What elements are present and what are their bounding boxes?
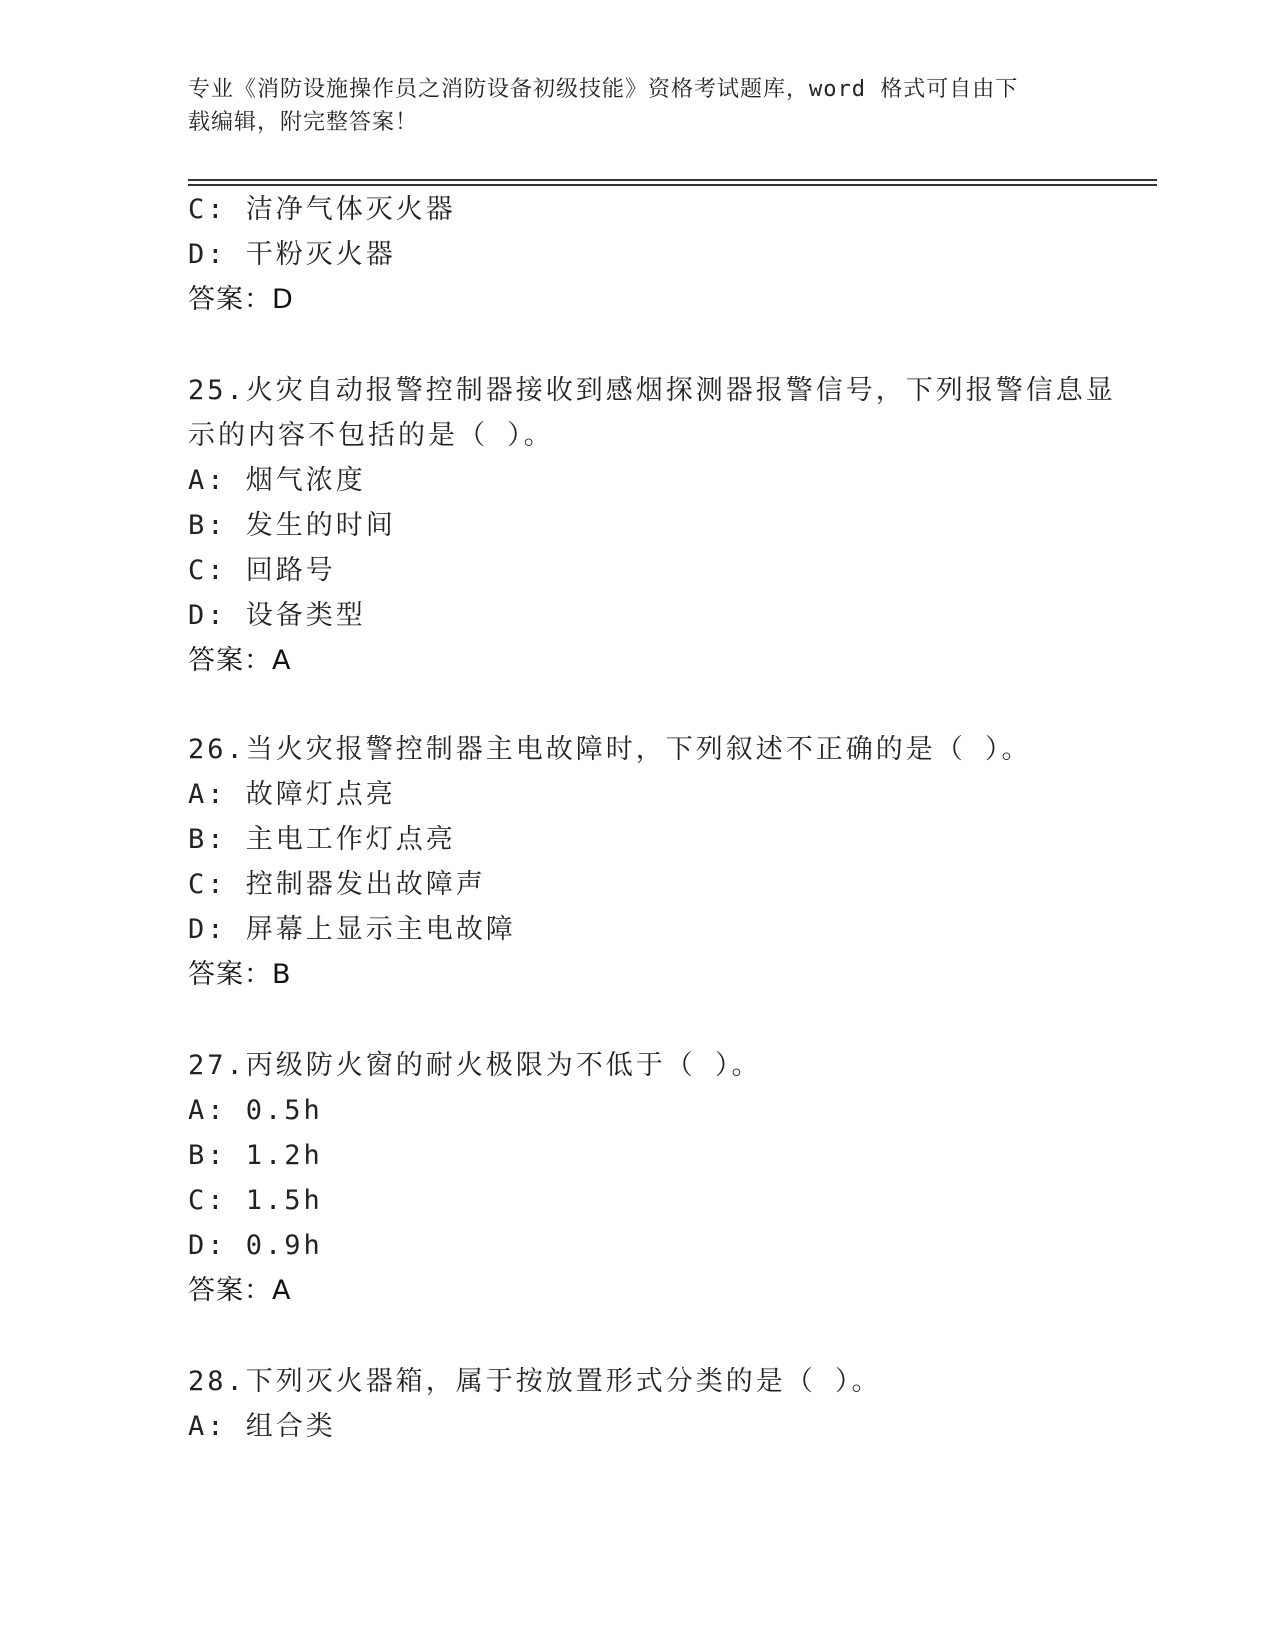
q25-option-c: C: 回路号 (188, 555, 336, 586)
q26-option-d: D: 屏幕上显示主电故障 (188, 914, 516, 945)
q26-option-a: A: 故障灯点亮 (188, 779, 396, 810)
q26-option-b: B: 主电工作灯点亮 (188, 824, 456, 855)
header-line-2: 载编辑，附完整答案！ (188, 110, 419, 135)
q27-option-c: C: 1.5h (188, 1185, 323, 1216)
q26-option-c: C: 控制器发出故障声 (188, 869, 486, 900)
document-header (188, 73, 1088, 139)
q26-stem: 26.当火灾报警控制器主电故障时，下列叙述不正确的是（ ）。 (188, 734, 1032, 765)
q25-answer: 答案：A (188, 645, 292, 676)
header-line-1: 专业《消防设施操作员之消防设备初级技能》资格考试题库，word 格式可自由下 (188, 77, 1019, 102)
q24-answer: 答案：D (188, 284, 294, 315)
q28-stem: 28.下列灭火器箱，属于按放置形式分类的是（ ）。 (188, 1366, 882, 1397)
header-divider-top (188, 179, 1157, 181)
q25-stem-line-1: 25.火灾自动报警控制器接收到感烟探测器报警信号，下列报警信息显 (188, 375, 1116, 406)
q26-answer: 答案：B (188, 959, 292, 990)
q27-stem: 27.丙级防火窗的耐火极限为不低于（ ）。 (188, 1050, 762, 1081)
q27-option-d: D: 0.9h (188, 1230, 323, 1261)
q27-option-b: B: 1.2h (188, 1140, 323, 1171)
header-divider-bottom (188, 184, 1157, 186)
q27-answer: 答案：A (188, 1275, 292, 1306)
q28-option-a: A: 组合类 (188, 1411, 336, 1442)
q24-option-c: C: 洁净气体灭火器 (188, 194, 456, 225)
q27-option-a: A: 0.5h (188, 1095, 323, 1126)
q25-option-b: B: 发生的时间 (188, 510, 396, 541)
q25-option-d: D: 设备类型 (188, 600, 366, 631)
q24-option-d: D: 干粉灭火器 (188, 239, 396, 270)
q25-stem-line-2: 示的内容不包括的是（ ）。 (188, 420, 554, 451)
q25-option-a: A: 烟气浓度 (188, 465, 366, 496)
